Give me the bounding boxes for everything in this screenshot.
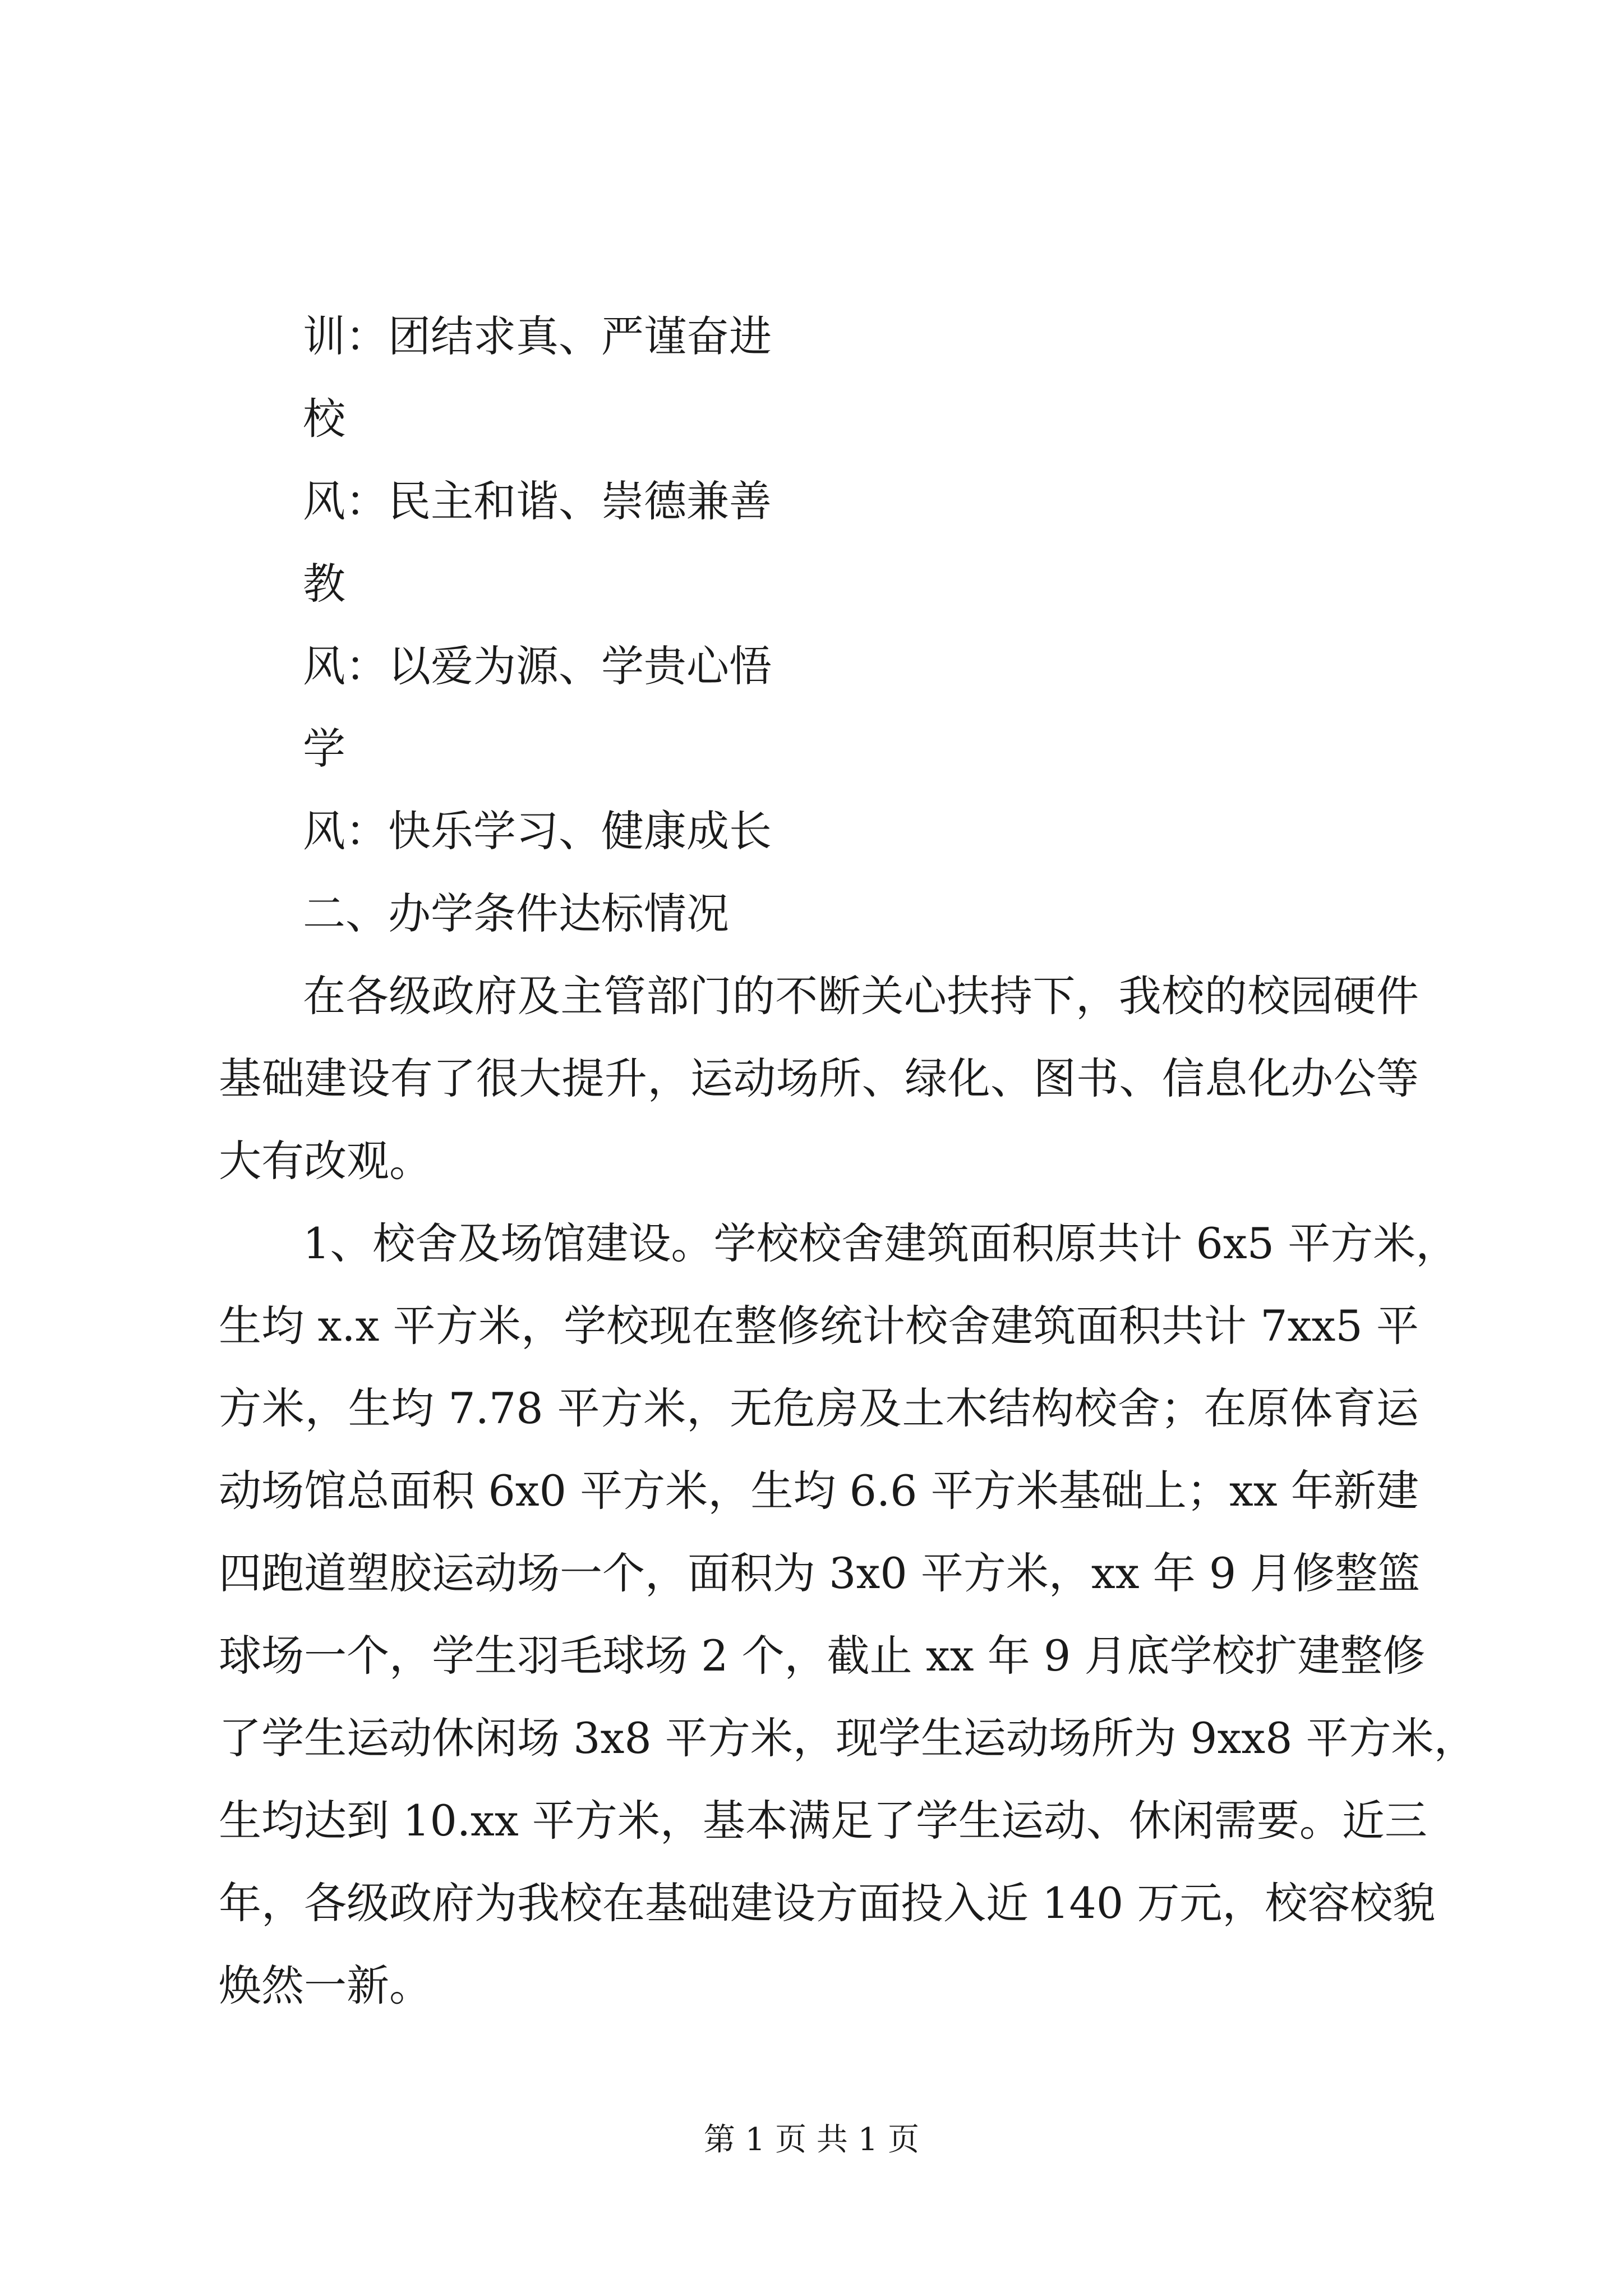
paragraph-line: 生均达到 10.xx 平方米，基本满足了学生运动、休闲需要。近三 — [219, 1796, 1427, 1846]
page-footer: 第 1 页 共 1 页 — [703, 2122, 920, 2158]
paragraph-line: 动场馆总面积 6x0 平方米，生均 6.6 平方米基础上；xx 年新建 — [219, 1466, 1419, 1516]
paragraph-line: 1、校舍及场馆建设。学校校舍建筑面积原共计 6x5 平方米， — [303, 1218, 1459, 1268]
paragraph-line: 了学生运动休闲场 3x8 平方米，现学生运动场所为 9xx8 平方米， — [219, 1713, 1477, 1763]
paragraph-line: 年，各级政府为我校在基础建设方面投入近 140 万元，校容校貌 — [219, 1878, 1436, 1928]
motto-line: 风：快乐学习、健康成长 — [303, 806, 772, 856]
paragraph-line: 大有改观。 — [219, 1136, 432, 1186]
motto-line: 教 — [303, 559, 345, 609]
motto-line: 学 — [303, 724, 345, 774]
paragraph-line: 四跑道塑胶运动场一个，面积为 3x0 平方米，xx 年 9 月修整篮 — [219, 1548, 1421, 1598]
paragraph-line: 基础建设有了很大提升，运动场所、绿化、图书、信息化办公等 — [219, 1053, 1419, 1103]
paragraph-line: 在各级政府及主管部门的不断关心扶持下，我校的校园硬件 — [303, 971, 1419, 1021]
motto-line: 校 — [303, 394, 345, 444]
paragraph-line: 生均 x.x 平方米，学校现在整修统计校舍建筑面积共计 7xx5 平 — [219, 1301, 1419, 1351]
paragraph-line: 焕然一新。 — [219, 1961, 432, 2010]
section-heading: 二、办学条件达标情况 — [303, 889, 729, 938]
paragraph-line: 方米，生均 7.78 平方米，无危房及土木结构校舍；在原体育运 — [219, 1383, 1419, 1433]
motto-line: 风：民主和谐、崇德兼善 — [303, 476, 772, 526]
motto-line: 训：团结求真、严谨奋进 — [303, 311, 772, 361]
paragraph-line: 球场一个，学生羽毛球场 2 个，截止 xx 年 9 月底学校扩建整修 — [219, 1631, 1426, 1681]
motto-line: 风：以爱为源、学贵心悟 — [303, 641, 772, 691]
